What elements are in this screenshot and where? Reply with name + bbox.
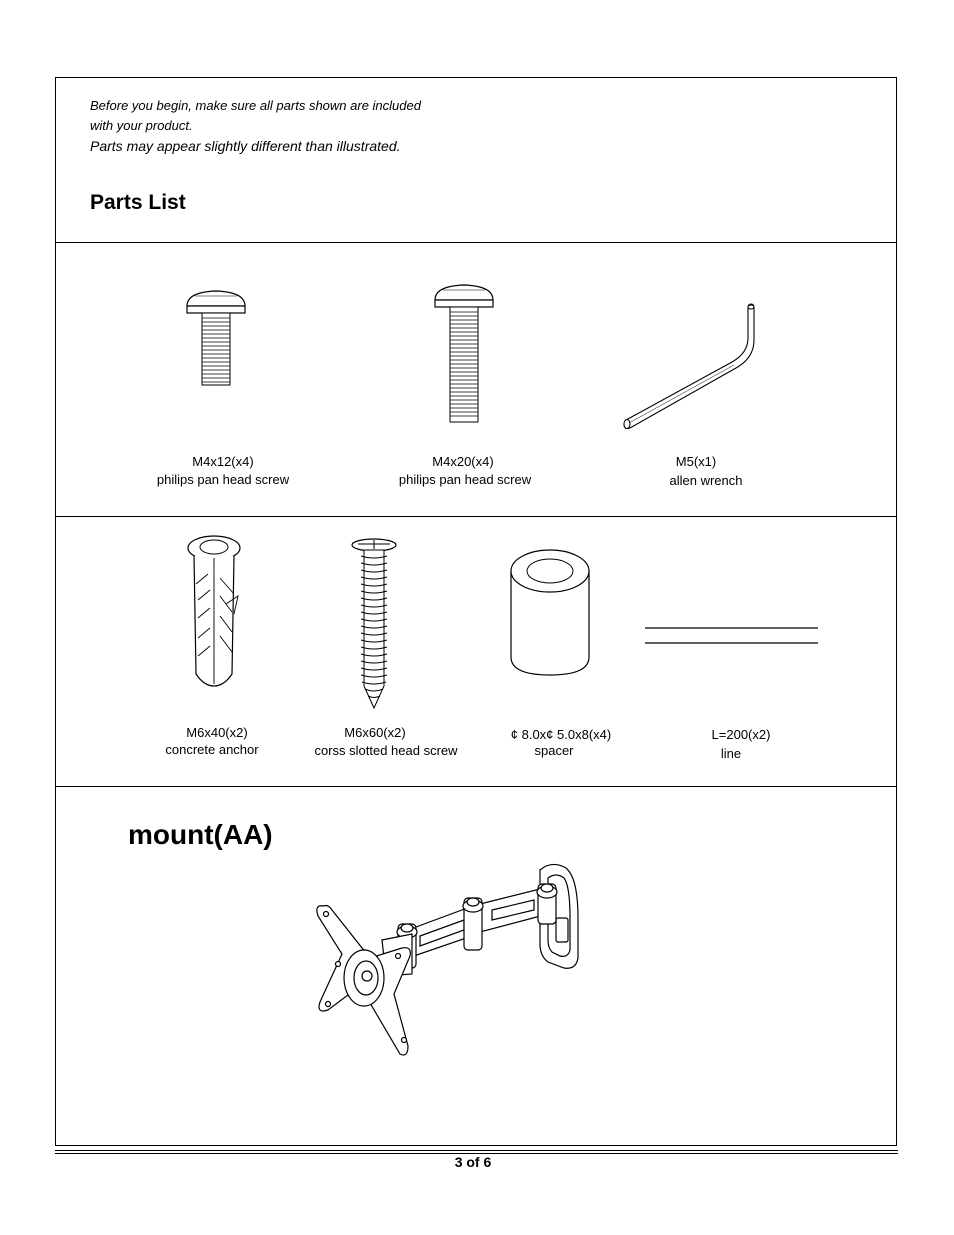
- part-name-6: spacer: [534, 743, 574, 758]
- divider-row1: [55, 516, 897, 517]
- spacer-icon: [508, 547, 592, 679]
- part-spec-5: M6x60(x2): [344, 725, 406, 740]
- intro-line-1: Before you begin, make sure all parts shown are included: [90, 98, 421, 113]
- part-spec-1: M4x12(x4): [192, 454, 254, 469]
- line-icon: [644, 624, 820, 648]
- articulating-wall-mount-icon: [312, 858, 592, 1058]
- part-spec-4: M6x40(x2): [186, 725, 248, 740]
- allen-wrench-icon: [620, 302, 760, 434]
- divider-header: [55, 242, 897, 243]
- intro-line-2: with your product.: [90, 118, 193, 133]
- part-name-7: line: [720, 746, 742, 761]
- part-spec-7: L=200(x2): [711, 727, 771, 742]
- part-spec-2: M4x20(x4): [432, 454, 494, 469]
- part-name-3: allen wrench: [669, 473, 743, 488]
- part-name-1: philips pan head screw: [156, 472, 290, 487]
- part-spec-6: ¢ 8.0x¢ 5.0x8(x4): [510, 727, 612, 742]
- pan-head-screw-short-icon: [185, 288, 247, 388]
- mount-title: mount(AA): [128, 819, 273, 850]
- part-spec-3: M5(x1): [675, 454, 717, 469]
- part-name-5: corss slotted head screw: [314, 743, 458, 758]
- pan-head-screw-long-icon: [433, 282, 495, 424]
- concrete-anchor-icon: [186, 534, 242, 688]
- footer-rule: [55, 1150, 898, 1151]
- wood-screw-icon: [350, 536, 398, 712]
- intro-line-3: Parts may appear slightly different than illustrated.: [90, 138, 401, 154]
- part-name-2: philips pan head screw: [398, 472, 532, 487]
- section-title: Parts List: [90, 191, 186, 214]
- divider-row2: [55, 786, 897, 787]
- page-number: 3 of 6: [454, 1154, 492, 1170]
- part-name-4: concrete anchor: [165, 742, 259, 757]
